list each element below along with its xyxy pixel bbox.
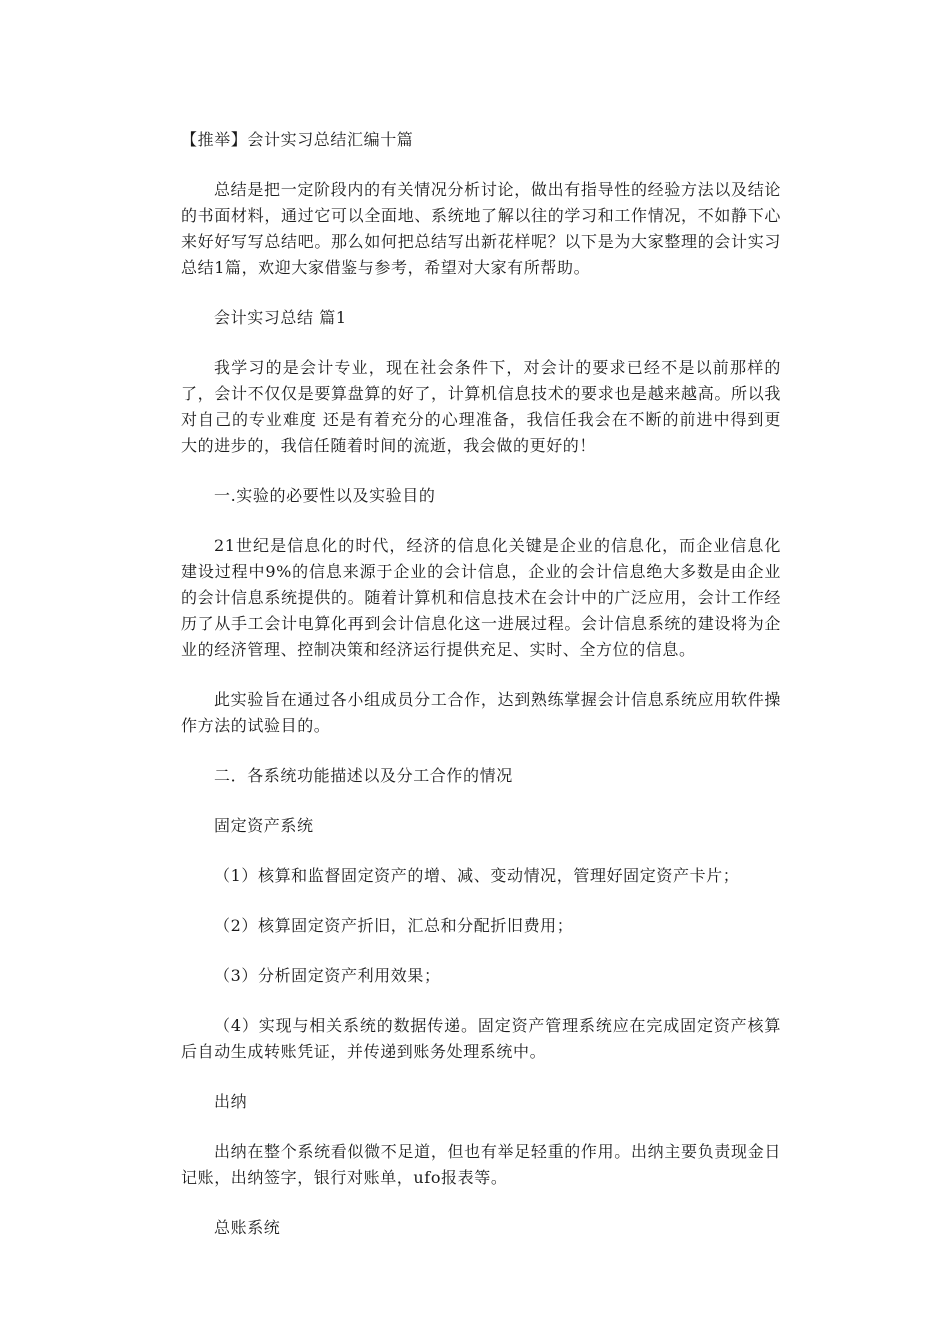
list-item: （2）核算固定资产折旧，汇总和分配折旧费用；	[214, 916, 574, 935]
list-item: （3）分析固定资产利用效果；	[214, 966, 441, 985]
section-heading: 一.实验的必要性以及实验目的	[214, 486, 436, 505]
section-heading: 会计实习总结 篇1	[214, 308, 347, 327]
document-body	[181, 127, 781, 1241]
document-title: 【推举】会计实习总结汇编十篇	[181, 130, 414, 149]
body-paragraph: 出纳在整个系统看似微不足道，但也有举足轻重的作用。出纳主要负责现金日记账，出纳签字，银行对账单，ufo报表等。	[181, 1142, 781, 1187]
subsection-heading: 总账系统	[214, 1218, 281, 1237]
body-paragraph: 此实验旨在通过各小组成员分工合作，达到熟练掌握会计信息系统应用软件操作方法的试验目的。	[181, 690, 781, 735]
subsection-heading: 固定资产系统	[214, 816, 314, 835]
list-item: （1）核算和监督固定资产的增、减、变动情况，管理好固定资产卡片；	[214, 866, 740, 885]
subsection-heading: 出纳	[214, 1092, 248, 1111]
intro-paragraph: 总结是把一定阶段内的有关情况分析讨论，做出有指导性的经验方法以及结论的书面材料，通过它可以全面地、系统地了解以往的学习和工作情况，不如静下心来好好写写总结吧。那么如何把总结写出新花样呢？以下是为大家整理的会计实习总结1篇，欢迎大家借鉴与参考，希望对大家有所帮助。	[181, 180, 781, 277]
body-paragraph: 21世纪是信息化的时代，经济的信息化关键是企业的信息化，而企业信息化建设过程中9%的信息来源于企业的会计信息，企业的会计信息绝大多数是由企业的会计信息系统提供的。随着计算机和信息技术在会计中的广泛应用，会计工作经历了从手工会计电算化再到会计信息化这一进展过程。会计信息系统的建设将为企业的经济管理、控制决策和经济运行提供充足、实时、全方位的信息。	[181, 536, 781, 659]
list-item: （4）实现与相关系统的数据传递。固定资产管理系统应在完成固定资产核算后自动生成转账凭证，并传递到账务处理系统中。	[181, 1016, 781, 1061]
section-heading: 二．各系统功能描述以及分工合作的情况	[214, 766, 513, 785]
body-paragraph: 我学习的是会计专业，现在社会条件下，对会计的要求已经不是以前那样的了，会计不仅仅是要算盘算的好了，计算机信息技术的要求也是越来越高。所以我对自己的专业难度 还是有着充分的心理准备，我信任我会在不断的前进中得到更大的进步的，我信任随着时间的流逝，我会做的更好的！	[181, 358, 781, 455]
